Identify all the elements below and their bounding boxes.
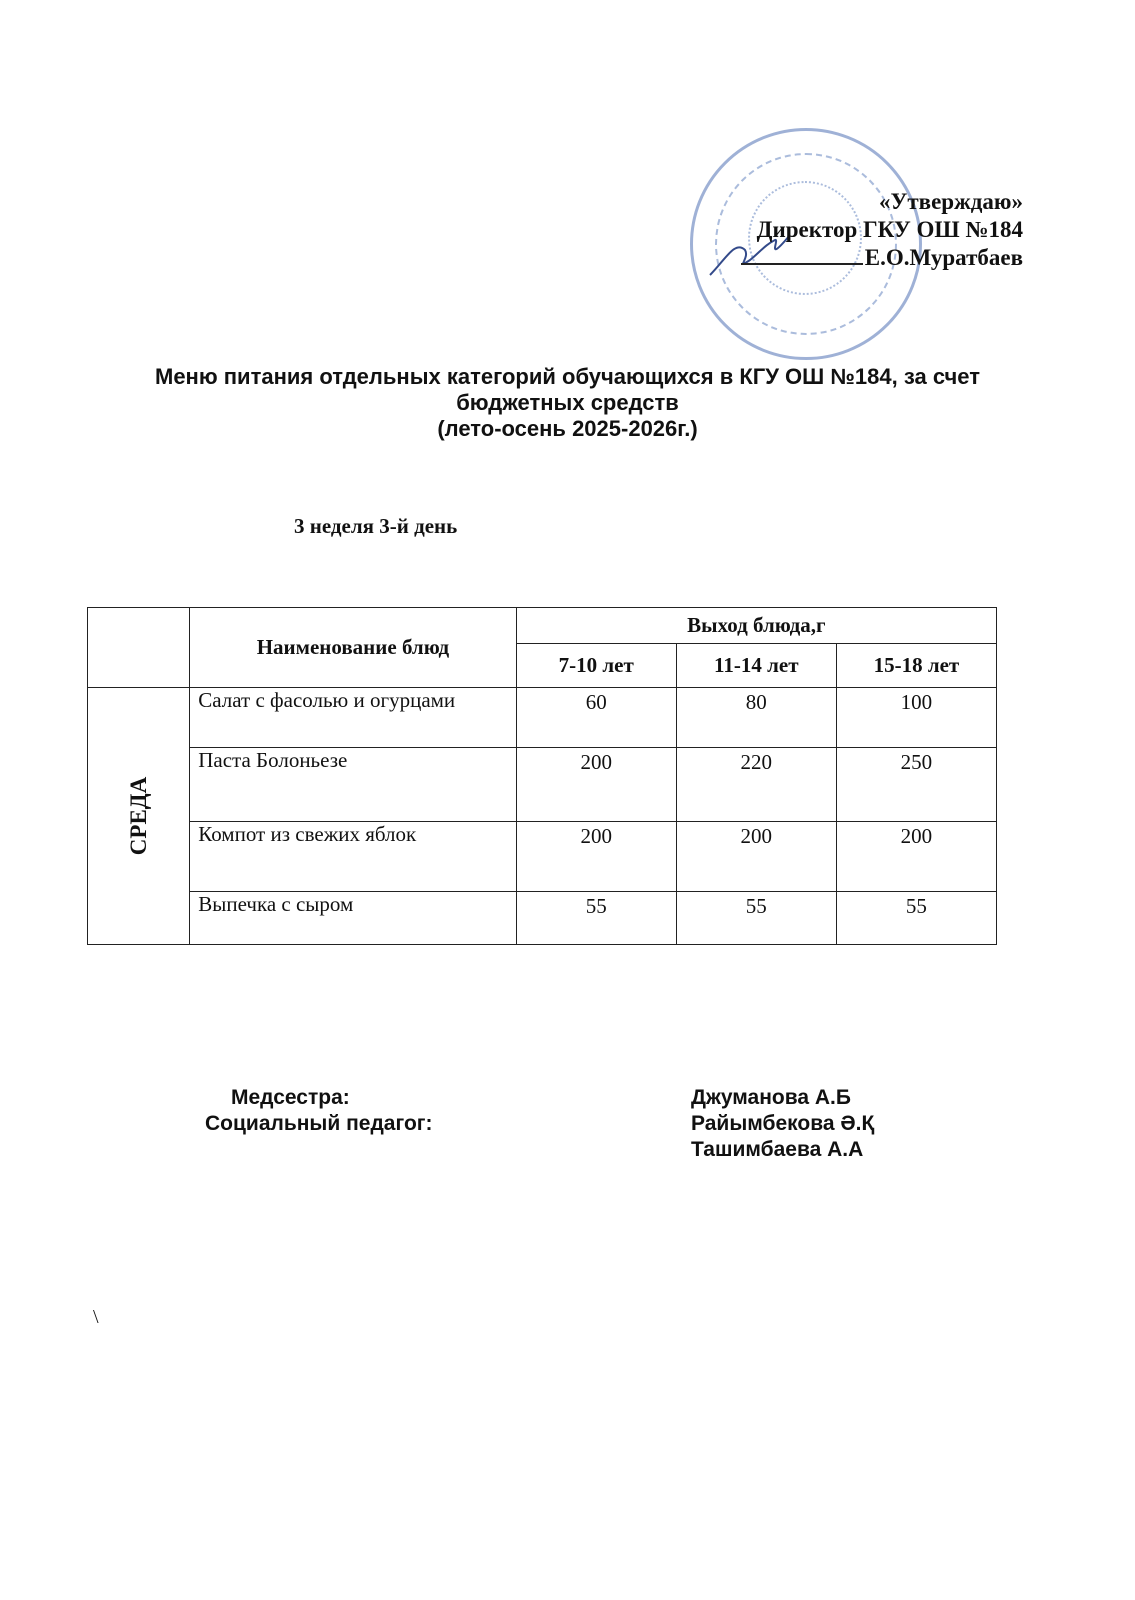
yield-value: 55 (676, 892, 836, 945)
yield-header: Выход блюда,г (516, 608, 996, 644)
day-label: СРЕДА (125, 776, 151, 856)
document-title (60, 364, 1075, 442)
yield-value: 250 (836, 748, 996, 822)
header-row (88, 608, 997, 644)
role-nurse: Медсестра: (231, 1086, 350, 1109)
stray-mark: \ (93, 1306, 99, 1328)
yield-value: 100 (836, 688, 996, 748)
title-line-3: (лето-осень 2025-2026г.) (437, 416, 698, 441)
approval-heading: «Утверждаю» (879, 189, 1023, 214)
yield-value: 55 (836, 892, 996, 945)
dish-name: Компот из свежих яблок (190, 822, 516, 892)
table-row (88, 748, 997, 822)
yield-value: 200 (516, 748, 676, 822)
week-day-label: 3 неделя 3-й день (294, 514, 458, 538)
day-header-cell (88, 608, 190, 688)
title-line-1: Меню питания отдельных категорий обучающихся в КГУ ОШ №184, за счет (155, 364, 980, 389)
table-row (88, 892, 997, 945)
approval-name-row (741, 244, 1023, 272)
yield-value: 200 (516, 822, 676, 892)
yield-value: 80 (676, 688, 836, 748)
signatory-roles (205, 1085, 433, 1137)
dish-name: Салат с фасолью и огурцами (190, 688, 516, 748)
age-header: 15-18 лет (836, 644, 996, 688)
dish-name: Выпечка с сыром (190, 892, 516, 945)
yield-value: 200 (676, 822, 836, 892)
day-cell (88, 688, 190, 945)
signatory-name: Райымбекова Ә.Қ (691, 1112, 875, 1135)
table-row (88, 688, 997, 748)
yield-value: 220 (676, 748, 836, 822)
menu-table (87, 607, 997, 945)
title-line-2: бюджетных средств (456, 390, 679, 415)
approval-position: Директор ГКУ ОШ №184 (756, 217, 1023, 242)
approval-block (741, 188, 1023, 272)
signatory-name: Джуманова А.Б (691, 1086, 851, 1109)
signatory-name: Ташимбаева А.А (691, 1138, 864, 1161)
role-social-pedagogue: Социальный педагог: (205, 1112, 433, 1135)
yield-value: 200 (836, 822, 996, 892)
age-header: 11-14 лет (676, 644, 836, 688)
signatory-names (691, 1085, 874, 1163)
yield-value: 60 (516, 688, 676, 748)
yield-value: 55 (516, 892, 676, 945)
dish-name-header: Наименование блюд (190, 608, 516, 688)
director-name: Е.О.Муратбаев (864, 245, 1023, 270)
table-row (88, 822, 997, 892)
signature-line (741, 245, 863, 265)
dish-name: Паста Болоньезе (190, 748, 516, 822)
age-header: 7-10 лет (516, 644, 676, 688)
